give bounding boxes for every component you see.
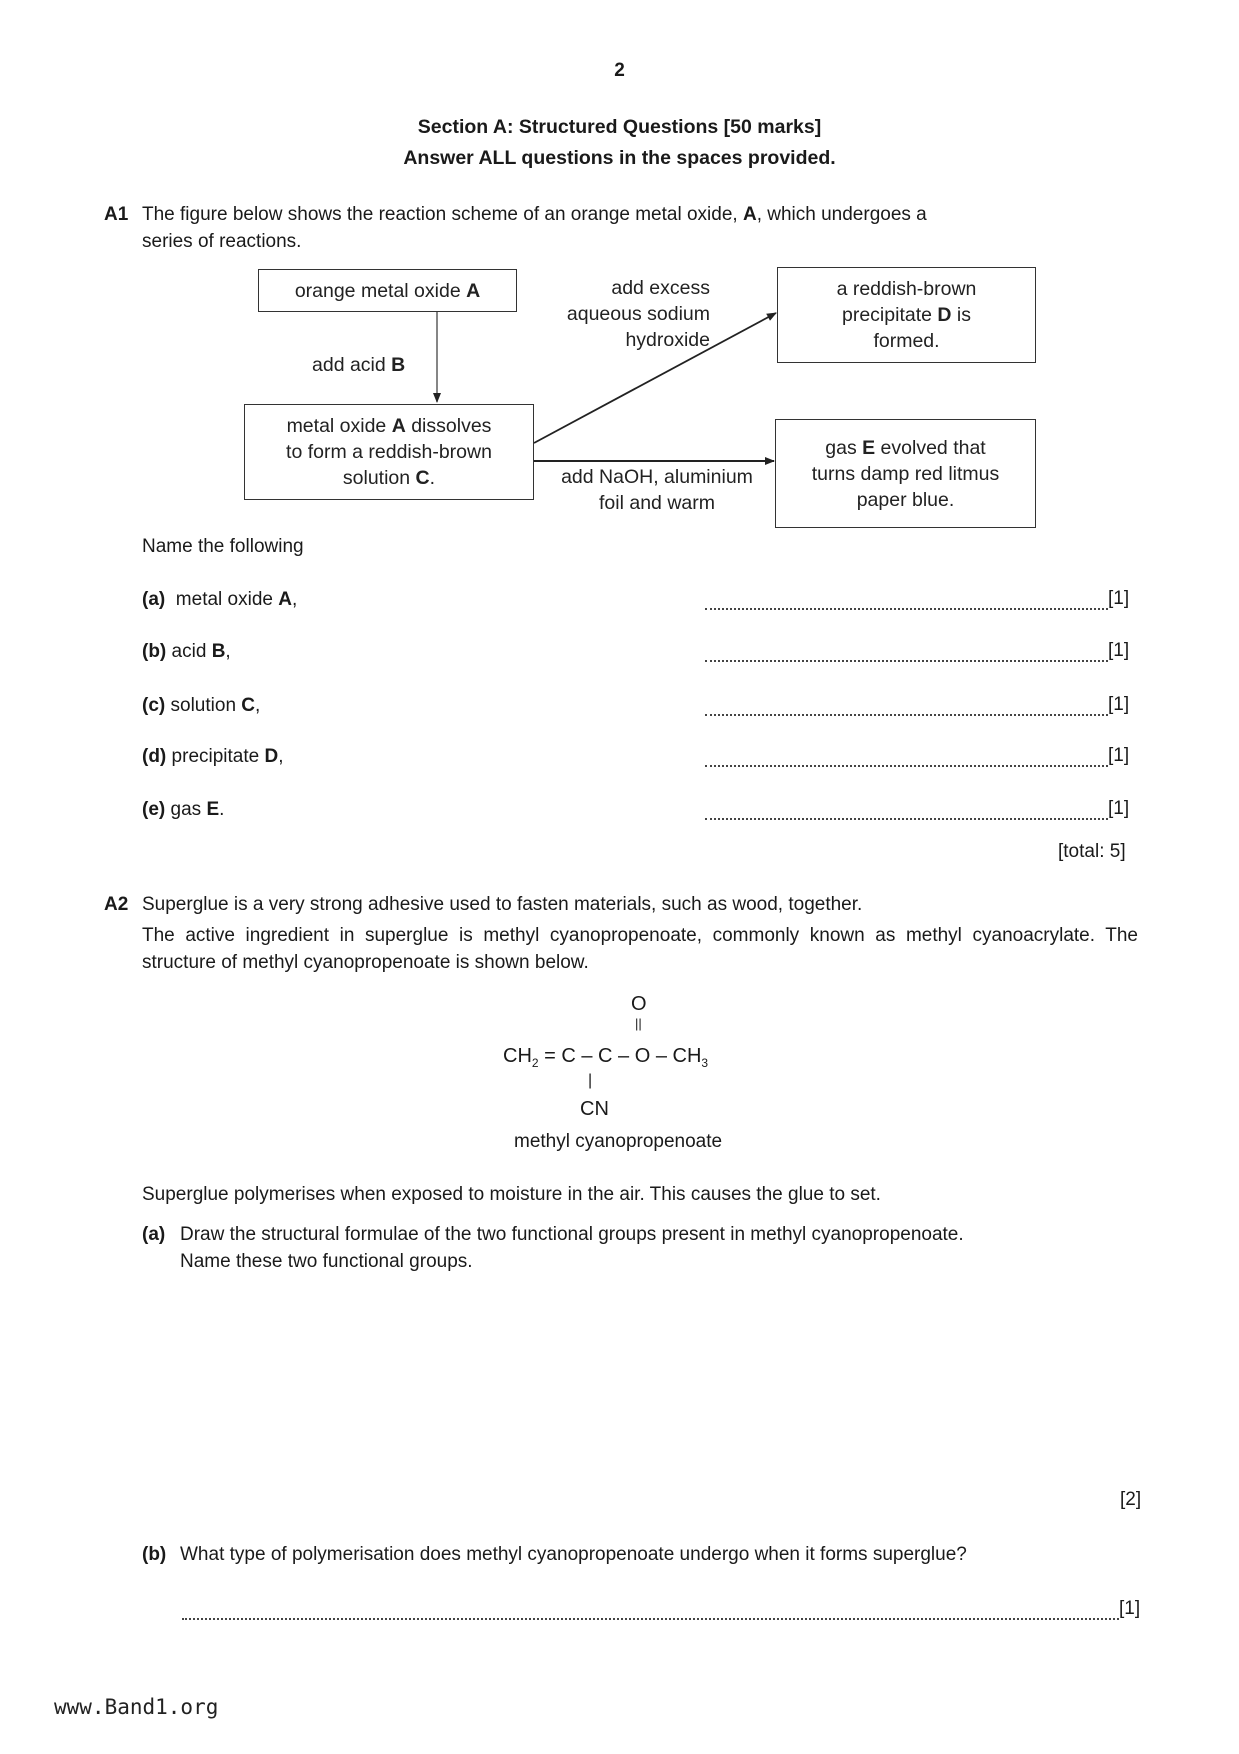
question-label-a1: A1 (104, 204, 129, 225)
formula-caption: methyl cyanopropenoate (514, 1131, 723, 1152)
mark-b: [1] (1108, 640, 1130, 661)
a2-paragraph: The active ingredient in superglue is methyl cyanopropenoate, commonly known as methyl cyanoacrylate. The structure of methyl cyanopropenoate is shown below. (142, 925, 1138, 973)
answer-line-b[interactable] (705, 640, 1108, 662)
a2a-line1: Draw the structural formulae of the two functional groups present in methyl cyanopropenoate. (180, 1224, 964, 1245)
part-label: (d) (142, 746, 167, 767)
box-precipitate-d: a reddish-brown precipitate D is formed. (777, 267, 1036, 363)
box-orange-metal-oxide-a: orange metal oxide A (258, 269, 517, 312)
mark-a2b: [1] (1119, 1598, 1141, 1619)
section-title: Section A: Structured Questions [50 marks] (417, 116, 822, 138)
mark-a: [1] (1108, 588, 1130, 609)
answer-line-a[interactable] (705, 588, 1108, 610)
mark-e: [1] (1108, 798, 1130, 819)
formula-main-chain: $CH_2 = C - C - O - CH_3$ (503, 1045, 709, 1070)
a2-statement: Superglue polymerises when exposed to moisture in the air. This causes the glue to set. (142, 1184, 881, 1205)
mark-d: [1] (1108, 745, 1130, 766)
answer-line-c[interactable] (705, 694, 1108, 716)
page-number: 2 (614, 60, 625, 81)
label-add-acid-b: add acid B (312, 354, 406, 376)
atom-o-top: O (631, 993, 647, 1015)
mark-a2a: [2] (1120, 1489, 1142, 1510)
section-instructions: Answer ALL questions in the spaces provided. (403, 147, 836, 169)
answer-line-d[interactable] (705, 745, 1108, 767)
a2b-question: What type of polymerisation does methyl cyanopropenoate undergo when it forms superglue? (180, 1544, 967, 1565)
question-label-a2: A2 (104, 894, 129, 915)
a1-total-marks: [total: 5] (1058, 841, 1126, 862)
answer-line-e[interactable] (705, 798, 1108, 820)
footer-watermark: www.Band1.org (54, 1695, 219, 1719)
part-label-a2a: (a) (142, 1224, 166, 1245)
a1-intro-line2: series of reactions. (142, 231, 302, 252)
box-solution-c: metal oxide A dissolves to form a reddish-brown solution C. (244, 404, 534, 500)
part-label-a2b: (b) (142, 1544, 167, 1565)
a1-prompt: Name the following (142, 536, 304, 557)
box-gas-e: gas E evolved that turns damp red litmus paper blue. (775, 419, 1036, 528)
part-label: (e) (142, 799, 166, 820)
a1-intro-line1: The figure below shows the reaction scheme of an orange metal oxide, A, which undergoes a (142, 204, 927, 225)
label-add-naoh-aluminium: add NaOH, aluminium foil and warm (561, 466, 753, 514)
a2a-line2: Name these two functional groups. (180, 1251, 473, 1272)
a2-line1: Superglue is a very strong adhesive used to fasten materials, such as wood, together. (142, 894, 863, 915)
label-add-excess-naoh: add excess aqueous sodium hydroxide (566, 277, 710, 351)
answer-line-a2b[interactable] (182, 1598, 1119, 1620)
cyano-group: CN (580, 1098, 609, 1120)
part-label: (c) (142, 695, 166, 716)
part-label: (b) (142, 641, 167, 662)
a2a-answer-space[interactable] (180, 1285, 1130, 1485)
single-bond: | (588, 1072, 593, 1089)
mark-c: [1] (1108, 694, 1130, 715)
double-bond: || (635, 1016, 642, 1031)
part-label: (a) (142, 589, 166, 610)
